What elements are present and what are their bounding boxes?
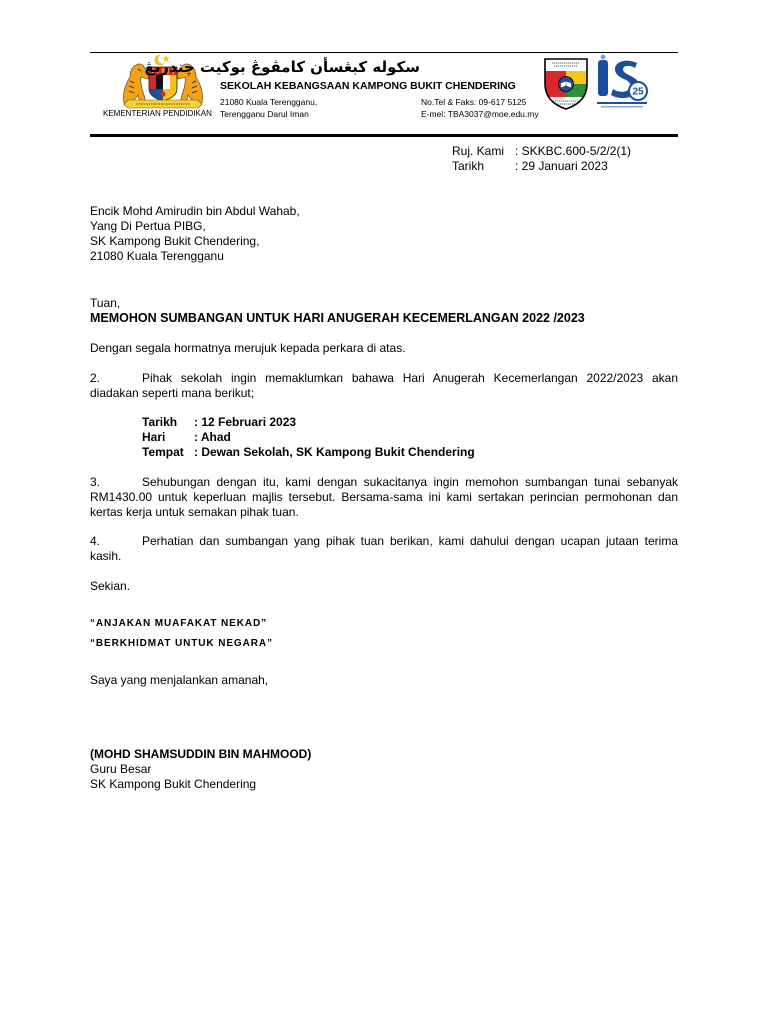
signatory-school: SK Kampong Bukit Chendering — [90, 777, 257, 791]
reference-value: : SKKBC.600-5/2/2(1) — [515, 144, 632, 158]
signatory-name: (MOHD SHAMSUDDIN BIN MAHMOOD) — [90, 747, 312, 761]
school-name: SEKOLAH KEBANGSAAN KAMPONG BUKIT CHENDERING — [220, 80, 516, 92]
school-name-jawi: سکوله کبڠسأن کامڤوڠ بوکيت چندريڠ — [144, 58, 420, 76]
paragraph-4 — [90, 534, 678, 564]
event-day-value: : Ahad — [194, 430, 231, 444]
event-date-row — [142, 415, 475, 430]
paragraph-number: 3. — [90, 475, 101, 489]
school-phone: No.Tel & Faks: 09-617 5125 — [421, 97, 527, 107]
school-address-line2: Terengganu Darul Iman — [220, 109, 309, 119]
paragraph-3 — [90, 475, 678, 520]
event-details — [142, 415, 475, 460]
paragraph-line: diadakan seperti mana berikut; — [90, 386, 255, 400]
recipient-address — [90, 204, 300, 264]
recipient-line: Encik Mohd Amirudin bin Abdul Wahab, — [90, 204, 300, 218]
event-venue-label: Tempat — [142, 445, 184, 459]
motto-line: “BERKHIDMAT UNTUK NEGARA” — [90, 638, 273, 649]
salutation: Tuan, — [90, 296, 121, 310]
certification-number: 25 — [632, 86, 644, 98]
paragraph-number: 4. — [90, 534, 101, 548]
book-icon — [559, 77, 574, 92]
reference-block — [452, 144, 631, 174]
paragraph-2 — [90, 371, 678, 401]
paragraph-line: RM1430.00 untuk keperluan majlis tersebut. Bersama-sama ini kami sertakan perincian permohonan dan — [90, 490, 678, 504]
motto-line: “ANJAKAN MUAFAKAT NEKAD” — [90, 618, 267, 629]
paragraph-text: Perhatian dan sumbangan yang pihak tuan berikan, kami dahului dengan ucapan jutaan terima — [142, 534, 678, 548]
letterhead-bottom-rule — [90, 134, 678, 137]
opening-line: Dengan segala hormatnya merujuk kepada perkara di atas. — [90, 341, 406, 355]
paragraph-text: Sehubungan dengan itu, kami dengan sukacitanya ingin memohon sumbangan tunai sebanyak — [142, 475, 678, 489]
event-day-label: Hari — [142, 430, 166, 444]
paragraph-text: Pihak sekolah ingin memaklumkan bahawa Hari Anugerah Kecemerlangan 2022/2023 akan — [142, 371, 678, 385]
reference-label: Ruj. Kami — [452, 144, 505, 158]
signoff-line: Saya yang menjalankan amanah, — [90, 673, 269, 687]
event-day-row — [142, 430, 475, 445]
school-email: E-mel: TBA3037@moe.edu.my — [421, 109, 539, 119]
recipient-line: SK Kampong Bukit Chendering, — [90, 234, 260, 248]
signatory-block — [90, 747, 311, 792]
recipient-line: Yang Di Pertua PIBG, — [90, 219, 206, 233]
event-venue-value: : Dewan Sekolah, SK Kampong Bukit Chendering — [194, 445, 475, 459]
date-row — [452, 159, 631, 174]
paragraph-line: kertas kerja untuk semakan pihak tuan. — [90, 505, 299, 519]
ministry-name: KEMENTERIAN PENDIDIKAN — [103, 109, 212, 118]
certification-logo — [595, 54, 649, 112]
event-date-label: Tarikh — [142, 415, 178, 429]
paragraph-number: 2. — [90, 371, 101, 385]
crest-ribbon — [124, 100, 202, 108]
closing-line: Sekian. — [90, 579, 131, 593]
paragraph-line: kasih. — [90, 549, 122, 563]
date-label: Tarikh — [452, 159, 485, 173]
reference-row — [452, 144, 631, 159]
letter-subject: MEMOHON SUMBANGAN UNTUK HARI ANUGERAH KECEMERLANGAN 2022 /2023 — [90, 311, 585, 325]
school-address-line1: 21080 Kuala Terengganu, — [220, 97, 318, 107]
school-badge-logo — [540, 54, 592, 112]
date-value: : 29 Januari 2023 — [515, 159, 608, 173]
event-date-value: : 12 Februari 2023 — [194, 415, 297, 429]
paragraph-line — [90, 475, 678, 490]
recipient-line: 21080 Kuala Terengganu — [90, 249, 224, 263]
paragraph-line — [90, 534, 678, 549]
signatory-title: Guru Besar — [90, 762, 152, 776]
event-venue-row — [142, 445, 475, 460]
paragraph-line — [90, 371, 678, 386]
